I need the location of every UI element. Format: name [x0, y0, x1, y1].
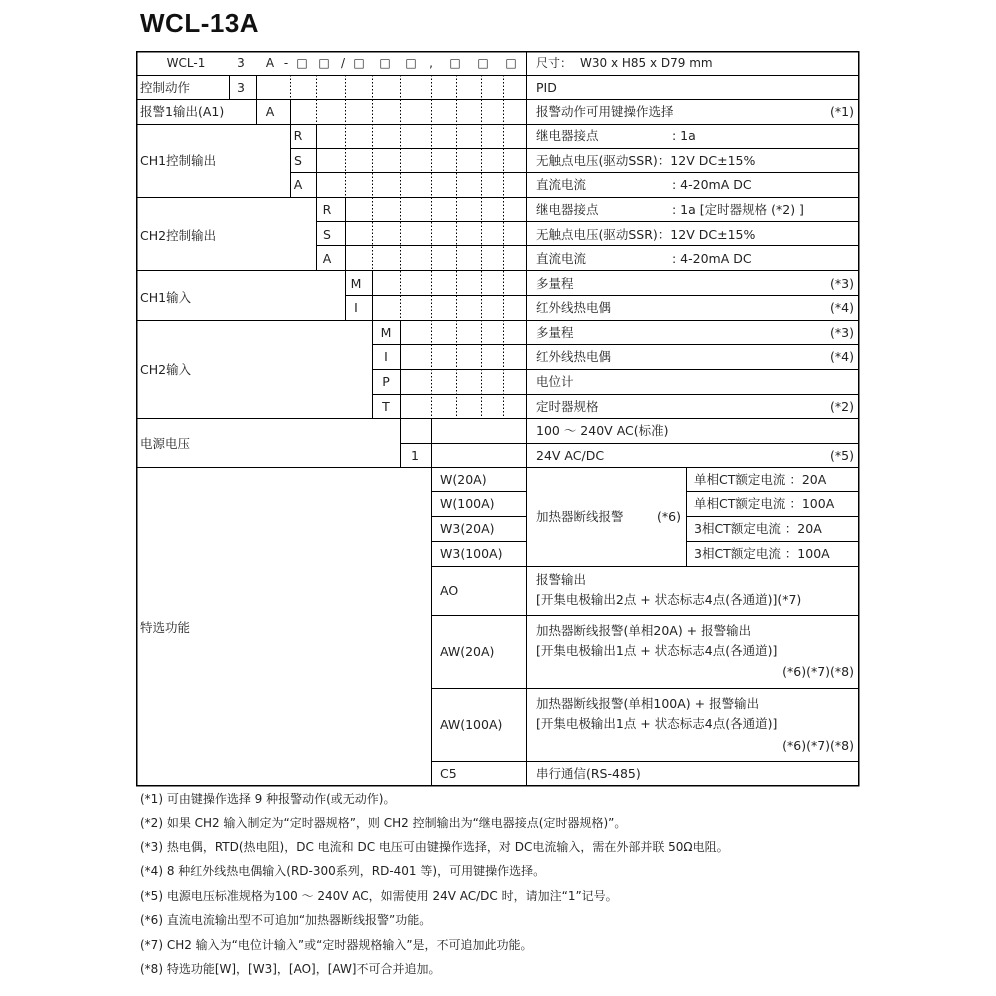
power-note: (*5) — [830, 448, 854, 463]
aw20-desc: 加热器断线报警(单相20A) + 报警输出 — [536, 623, 752, 638]
alarm1-label: 报警1输出(A1) — [140, 104, 225, 119]
ao-desc: [开集电极输出2点 + 状态标志4点(各通道)](*7) — [536, 592, 802, 607]
ch2-output-label: CH2控制输出 — [140, 228, 217, 243]
ch1-output-desc: 无触点电压(驱动SSR)：12V DC±15% — [536, 153, 756, 168]
heater-code: W3(20A) — [440, 521, 495, 536]
ch1-output-label: CH1控制输出 — [140, 153, 217, 168]
ch2-input-desc: 多量程 — [536, 325, 574, 340]
aw100-note: (*6)(*7)(*8) — [782, 738, 854, 753]
code-comma: , — [429, 56, 433, 70]
ch2-output-desc: 无触点电压(驱动SSR)：12V DC±15% — [536, 227, 756, 242]
control-code: 3 — [237, 80, 245, 95]
ch2-input-code: M — [380, 325, 392, 340]
aw20-note: (*6)(*7)(*8) — [782, 664, 854, 679]
ch1-input-code: M — [350, 276, 362, 291]
footnote: (*5) 电源电压标准规格为100 ～ 240V AC，如需使用 24V AC/DC 时，请加注“1”记号。 — [140, 889, 618, 903]
heater-ct: 3相CT额定电流 ：100A — [694, 546, 830, 561]
code-box: □ — [296, 56, 308, 70]
footnote: (*8) 特选功能[W]，[W3]，[AO]，[AW]不可合并追加。 — [140, 962, 441, 976]
aw100-desc: 加热器断线报警(单相100A) + 报警输出 — [536, 696, 760, 711]
ch2-input-desc: 红外线热电偶 — [536, 349, 612, 364]
code-digit: A — [265, 56, 275, 70]
ch1-output-code: R — [293, 128, 303, 143]
ch1-input-note: (*3) — [830, 276, 854, 291]
ch2-input-code: P — [382, 374, 390, 389]
heater-code: W3(100A) — [440, 546, 503, 561]
heater-note: (*6) — [657, 509, 681, 524]
ch1-input-note: (*4) — [830, 300, 854, 315]
footnote: (*4) 8 种红外线热电偶输入(RD-300系列，RD-401 等)，可用键操作选择。 — [140, 864, 546, 878]
code-box: □ — [353, 56, 365, 70]
alarm1-code: A — [265, 104, 275, 119]
heater-code: W(100A) — [440, 496, 495, 511]
footnote: (*3) 热电偶，RTD(热电阻)，DC 电流和 DC 电压可由键操作选择，对 DC电流输入，需在外部并联 50Ω电阻。 — [140, 840, 729, 854]
code-dash: - — [283, 56, 289, 70]
ch2-input-note: (*4) — [830, 349, 854, 364]
alarm1-note: (*1) — [830, 104, 854, 119]
heater-label: 加热器断线报警 — [536, 509, 624, 524]
ch2-input-desc: 定时器规格 — [536, 399, 599, 414]
ch2-output-value: : 4-20mA DC — [672, 251, 752, 266]
size-value: W30 x H85 x D79 mm — [580, 56, 713, 70]
ch1-input-desc: 多量程 — [536, 276, 574, 291]
ch2-output-code: A — [322, 251, 332, 266]
aw20-code: AW(20A) — [440, 644, 495, 659]
ch1-output-desc: 直流电流 — [536, 177, 587, 192]
aw100-code: AW(100A) — [440, 717, 503, 732]
footnote: (*2) 如果 CH2 输入制定为“定时器规格”，则 CH2 控制输出为“继电器接点(定时器规格)”。 — [140, 816, 627, 830]
ch2-output-desc: 继电器接点 — [536, 202, 599, 217]
footnote: (*1) 可由键操作选择 9 种报警动作(或无动作)。 — [140, 792, 396, 806]
ch1-output-desc: 继电器接点 — [536, 128, 599, 143]
ch2-output-value: : 1a [定时器规格 (*2) ] — [672, 202, 804, 217]
ch2-input-label: CH2输入 — [140, 362, 192, 377]
aw20-desc: [开集电极输出1点 + 状态标志4点(各通道)] — [536, 643, 778, 658]
ao-code: AO — [440, 583, 459, 598]
ch2-input-desc: 电位计 — [536, 374, 574, 389]
ch2-input-note: (*3) — [830, 325, 854, 340]
ch2-output-code: R — [322, 202, 332, 217]
power-code: 1 — [411, 448, 419, 463]
ch1-input-code: I — [354, 300, 358, 315]
code-box: □ — [505, 56, 517, 70]
model-prefix: WCL-1 — [166, 56, 206, 70]
code-box: □ — [318, 56, 330, 70]
power-desc: 24V AC/DC — [536, 448, 605, 463]
ch1-input-desc: 红外线热电偶 — [536, 300, 612, 315]
heater-ct: 单相CT额定电流 ：20A — [694, 472, 827, 487]
footnote: (*7) CH2 输入为“电位计输入”或“定时器规格输入”是，不可追加此功能。 — [140, 938, 533, 952]
heater-ct: 单相CT额定电流 ：100A — [694, 496, 835, 511]
ch2-output-code: S — [323, 227, 331, 242]
ao-desc: 报警输出 — [536, 572, 587, 587]
code-box: □ — [379, 56, 391, 70]
ch2-output-desc: 直流电流 — [536, 251, 587, 266]
ch1-output-code: S — [294, 153, 302, 168]
control-desc: PID — [536, 80, 557, 95]
control-label: 控制动作 — [140, 80, 191, 95]
code-box: □ — [477, 56, 489, 70]
code-box: □ — [449, 56, 461, 70]
ch1-output-code: A — [293, 177, 303, 192]
heater-code: W(20A) — [440, 472, 487, 487]
ch1-output-value: : 1a — [672, 128, 696, 143]
size-label: 尺寸： — [536, 56, 573, 70]
power-label: 电源电压 — [140, 436, 191, 451]
ch1-input-label: CH1输入 — [140, 290, 192, 305]
code-digit: 3 — [237, 56, 245, 70]
ch2-input-note: (*2) — [830, 399, 854, 414]
special-label: 特选功能 — [140, 620, 191, 635]
alarm1-desc: 报警动作可用键操作选择 — [536, 104, 674, 119]
aw100-desc: [开集电极输出1点 + 状态标志4点(各通道)] — [536, 716, 778, 731]
footnote: (*6) 直流电流输出型不可追加“加热器断线报警”功能。 — [140, 913, 432, 927]
c5-desc: 串行通信(RS-485) — [536, 766, 641, 781]
code-slash: / — [340, 56, 346, 70]
c5-code: C5 — [440, 766, 457, 781]
page-title: WCL-13A — [140, 8, 260, 38]
ch1-output-value: : 4-20mA DC — [672, 177, 752, 192]
ch2-input-code: I — [384, 349, 388, 364]
code-box: □ — [405, 56, 417, 70]
heater-ct: 3相CT额定电流 ：20A — [694, 521, 822, 536]
power-desc: 100 ～ 240V AC(标准) — [536, 423, 669, 438]
ch2-input-code: T — [382, 399, 390, 414]
